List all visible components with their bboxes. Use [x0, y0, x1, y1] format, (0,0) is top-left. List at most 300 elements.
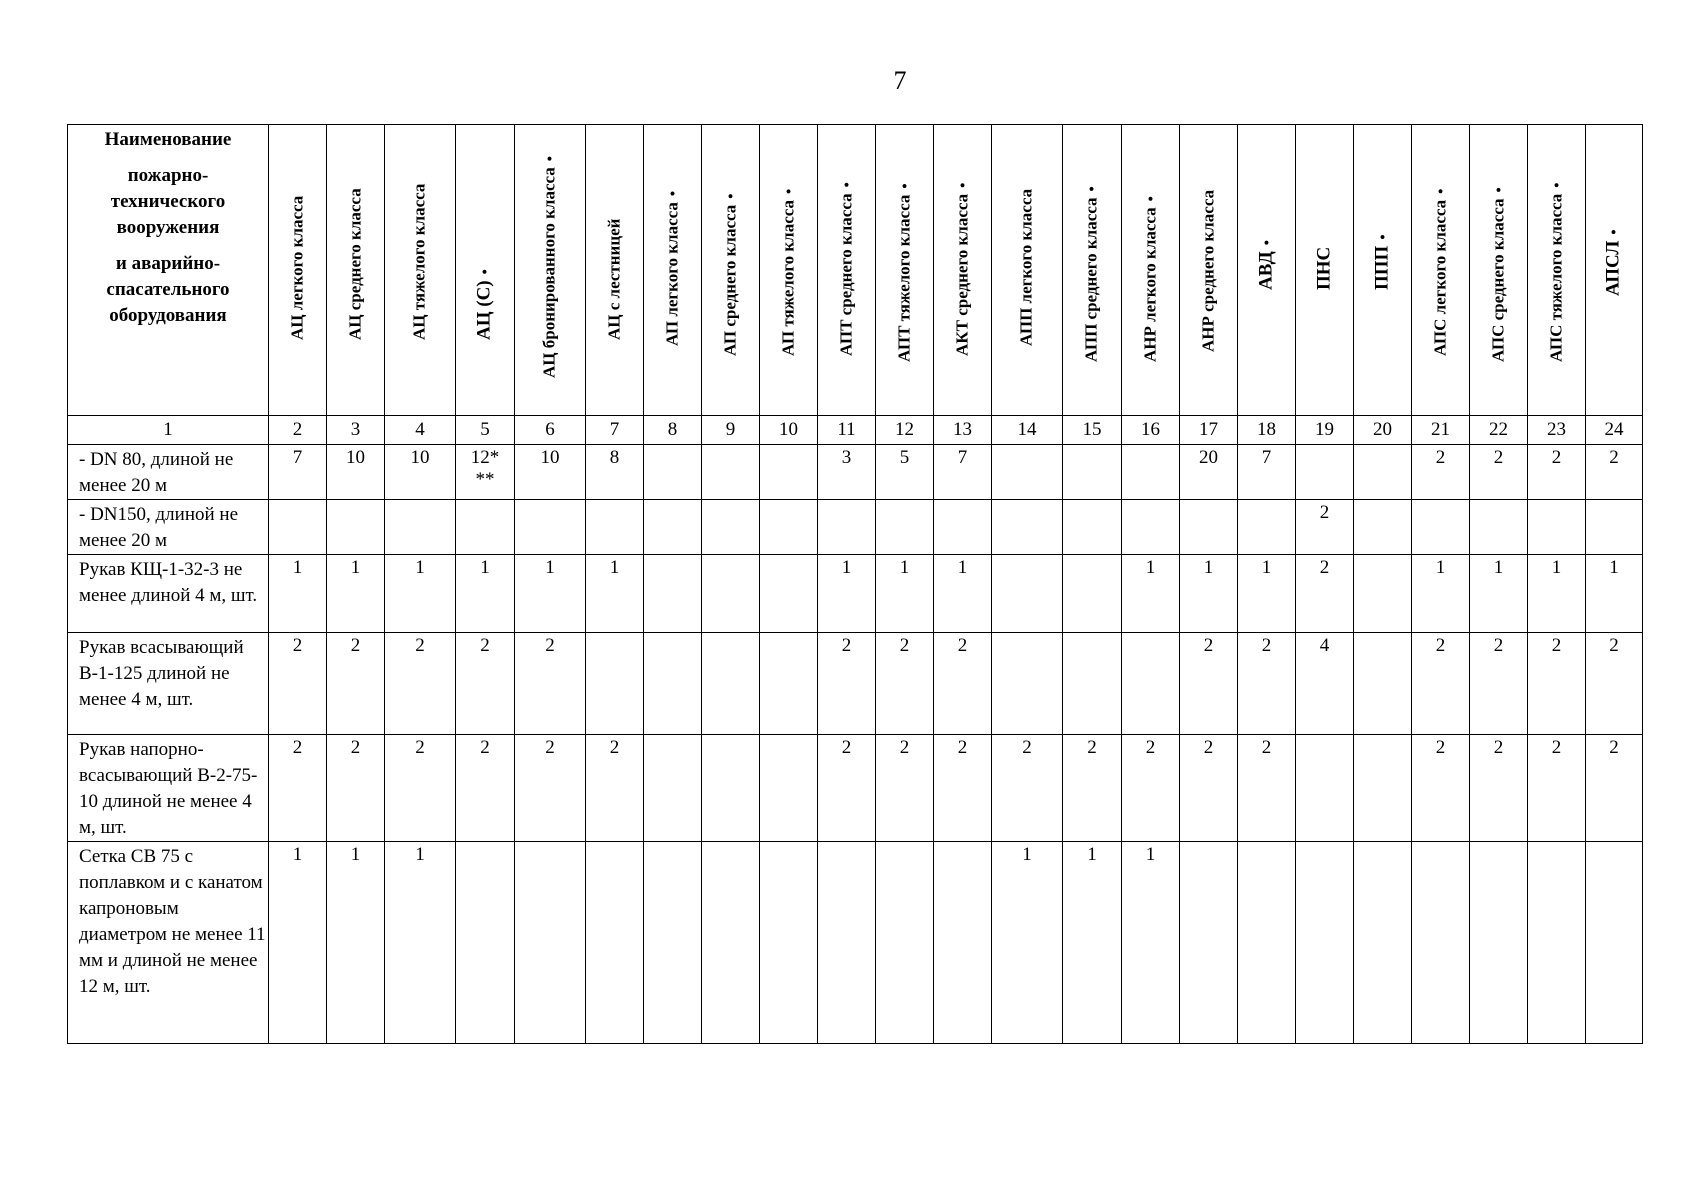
bullet-marker: • — [1491, 187, 1507, 193]
cell-value: 1 — [1145, 557, 1156, 578]
column-number: 21 — [1412, 416, 1470, 445]
column-number: 7 — [586, 416, 644, 445]
header-line: Наименование — [104, 129, 232, 150]
page-number: 7 — [893, 66, 907, 95]
table-cell — [1528, 842, 1586, 1044]
table-row — [68, 633, 1643, 735]
cell-value: 2 — [1022, 737, 1032, 758]
cell-value: 12* — [470, 447, 500, 468]
cell-value: 2 — [1435, 635, 1446, 656]
column-header — [702, 125, 760, 416]
table-cell — [515, 500, 586, 555]
table-cell — [1296, 842, 1354, 1044]
column-header — [1354, 125, 1412, 416]
cell-value: 2 — [841, 635, 852, 656]
table-cell — [327, 555, 385, 633]
cell-value: 2 — [415, 635, 425, 656]
table-cell — [1238, 500, 1296, 555]
table-cell — [934, 842, 992, 1044]
cell-value: 1 — [1145, 844, 1156, 865]
header-line: технического — [110, 191, 226, 212]
column-header — [644, 125, 702, 416]
bullet-marker: • — [1549, 182, 1565, 188]
cell-value: 1 — [415, 557, 425, 578]
header-line: вооружения — [116, 217, 220, 238]
row-name: Рукав КЩ-1-32-3 не менее длиной 4 м, шт. — [68, 555, 269, 633]
column-label: АПП легкого класса — [1016, 188, 1036, 346]
table-cell — [1238, 842, 1296, 1044]
table-cell — [934, 735, 992, 842]
table-cell — [1470, 735, 1528, 842]
column-header — [1063, 125, 1122, 416]
cell-value: 1 — [415, 844, 425, 865]
table-cell — [644, 445, 702, 500]
column-label: АПП среднего класса — [1081, 197, 1101, 362]
table-cell — [456, 842, 515, 1044]
bullet-marker: • — [477, 269, 494, 275]
column-header — [456, 125, 515, 416]
table-cell — [1063, 555, 1122, 633]
cell-value: 1 — [350, 557, 361, 578]
table-cell — [818, 735, 876, 842]
table-cell — [1586, 735, 1643, 842]
column-label: АПС среднего класса — [1488, 198, 1507, 362]
row-name: Сетка СВ 75 с поплавком и с канатом капроновым диаметром не менее 11 мм и длиной не менее 12 м, шт. — [68, 842, 269, 1044]
column-number: 15 — [1063, 416, 1122, 445]
cell-value: 2 — [545, 737, 555, 758]
column-header — [1238, 125, 1296, 416]
table-cell — [327, 842, 385, 1044]
cell-value: 1 — [292, 557, 303, 578]
table-cell — [1296, 633, 1354, 735]
cell-value: 2 — [957, 635, 968, 656]
cell-value: 2 — [1493, 737, 1504, 758]
table-cell — [876, 555, 934, 633]
bullet-marker: • — [665, 190, 681, 197]
table-cell — [1412, 842, 1470, 1044]
table-cell — [515, 842, 586, 1044]
table-cell — [515, 633, 586, 735]
cell-value: 1 — [1203, 557, 1214, 578]
table-cell — [818, 842, 876, 1044]
table-cell — [1354, 555, 1412, 633]
table-cell — [1063, 842, 1122, 1044]
table-cell — [1354, 500, 1412, 555]
table-cell — [1412, 735, 1470, 842]
column-label: АПС легкого класса — [1430, 199, 1449, 356]
cell-value: 1 — [292, 844, 303, 865]
table-cell — [1528, 735, 1586, 842]
table-cell — [1586, 500, 1643, 555]
table-cell — [586, 633, 644, 735]
table-cell — [702, 555, 760, 633]
column-header — [1470, 125, 1528, 416]
column-header — [992, 125, 1063, 416]
column-label: АЦ с лестницей — [604, 218, 623, 340]
table-cell — [385, 555, 456, 633]
table-cell — [1412, 633, 1470, 735]
column-number-row — [68, 416, 1643, 445]
table-row — [68, 500, 1643, 555]
cell-value: 1 — [957, 557, 968, 578]
column-label: АЦ тяжелого класса — [409, 183, 429, 340]
cell-value: 2 — [957, 737, 968, 758]
table-cell — [327, 633, 385, 735]
column-label: АП среднего класса — [720, 204, 739, 356]
cell-value: 10 — [540, 447, 560, 468]
table-cell — [1238, 735, 1296, 842]
column-number: 3 — [327, 416, 385, 445]
header-line: оборудования — [109, 305, 227, 326]
cell-value: 2 — [1435, 737, 1446, 758]
column-label: АНР среднего класса — [1198, 189, 1217, 352]
cell-value: 2 — [1261, 635, 1272, 656]
table-cell — [702, 842, 760, 1044]
cell-value: 2 — [480, 635, 490, 656]
column-number: 4 — [385, 416, 456, 445]
table-cell — [1238, 633, 1296, 735]
table-cell — [1238, 445, 1296, 500]
table-cell — [456, 735, 515, 842]
column-label: АП тяжелого класса — [778, 199, 797, 356]
row-name: Рукав напорно-всасывающий В-2-75-10 длиной не менее 4 м, шт. — [68, 735, 269, 842]
bullet-marker: • — [723, 193, 739, 199]
bullet-marker: • — [1084, 186, 1101, 192]
cell-value: 20 — [1199, 447, 1218, 468]
column-label: АЦ среднего класса — [345, 188, 364, 340]
table-cell — [1470, 445, 1528, 500]
table-cell — [1180, 633, 1238, 735]
table-cell — [1063, 735, 1122, 842]
column-header — [1412, 125, 1470, 416]
table-cell — [1412, 555, 1470, 633]
table-cell — [1470, 842, 1528, 1044]
table-cell — [702, 735, 760, 842]
table-cell — [760, 500, 818, 555]
table-cell — [515, 735, 586, 842]
column-number: 1 — [68, 416, 269, 445]
table-cell — [269, 842, 327, 1044]
column-number: 11 — [818, 416, 876, 445]
cell-value: 2 — [350, 635, 361, 656]
table-cell — [269, 500, 327, 555]
column-header — [327, 125, 385, 416]
table-cell — [934, 500, 992, 555]
column-header — [1528, 125, 1586, 416]
column-number: 16 — [1122, 416, 1180, 445]
table-cell — [1180, 842, 1238, 1044]
table-cell — [1180, 445, 1238, 500]
cell-value: 7 — [292, 447, 303, 468]
cell-value: 2 — [1203, 737, 1214, 758]
cell-value: 2 — [1609, 447, 1619, 468]
table-cell — [1122, 445, 1180, 500]
table-cell — [702, 633, 760, 735]
cell-value: 2 — [292, 635, 303, 656]
cell-value: 2 — [1493, 447, 1504, 468]
table-cell — [1470, 633, 1528, 735]
header-line: спасательного — [106, 279, 230, 300]
column-header — [1180, 125, 1238, 416]
cell-value: 1 — [899, 557, 910, 578]
table-cell — [456, 555, 515, 633]
column-number: 2 — [269, 416, 327, 445]
table-cell — [818, 500, 876, 555]
table-cell — [876, 445, 934, 500]
table-cell — [456, 445, 515, 500]
table-cell — [818, 555, 876, 633]
column-label: АПТ среднего класса — [836, 193, 855, 356]
column-number: 14 — [992, 416, 1063, 445]
cell-value: 1 — [1087, 844, 1097, 865]
table-cell — [992, 633, 1063, 735]
cell-value: 2 — [609, 737, 620, 758]
bullet-marker: • — [1259, 239, 1275, 246]
cell-value: 10 — [346, 447, 365, 468]
cell-value: 1 — [480, 557, 490, 578]
table-cell — [586, 500, 644, 555]
cell-value: 2 — [899, 737, 910, 758]
cell-value: 5 — [899, 447, 910, 468]
column-number: 20 — [1354, 416, 1412, 445]
table-cell — [1412, 500, 1470, 555]
cell-value: 2 — [1145, 737, 1156, 758]
table-cell — [456, 633, 515, 735]
table-cell — [1586, 445, 1643, 500]
table-cell — [269, 633, 327, 735]
column-label: АВД — [1255, 251, 1276, 290]
table-cell — [515, 445, 586, 500]
table-cell — [702, 500, 760, 555]
column-header — [1296, 125, 1354, 416]
row-name: Рукав всасывающий В-1-125 длиной не менее 4 м, шт. — [68, 633, 269, 735]
cell-footnote: ** — [475, 469, 495, 490]
header-line: пожарно- — [127, 165, 209, 186]
cell-value: 1 — [1493, 557, 1504, 578]
cell-value: 2 — [415, 737, 425, 758]
table-cell — [269, 445, 327, 500]
table-cell — [385, 445, 456, 500]
table-cell — [644, 555, 702, 633]
table-cell — [1354, 633, 1412, 735]
table-cell — [586, 555, 644, 633]
bullet-marker: • — [1606, 229, 1623, 235]
equipment-table — [67, 124, 1643, 1044]
table-cell — [1063, 633, 1122, 735]
table-cell — [327, 735, 385, 842]
cell-value: 7 — [957, 447, 968, 468]
table-cell — [586, 842, 644, 1044]
cell-value: 2 — [1087, 737, 1097, 758]
column-header — [1586, 125, 1643, 416]
table-cell — [1528, 555, 1586, 633]
table-cell — [385, 842, 456, 1044]
column-header — [269, 125, 327, 416]
cell-value: 1 — [841, 557, 852, 578]
table-cell — [586, 735, 644, 842]
table-cell — [760, 735, 818, 842]
cell-value: 2 — [1609, 737, 1619, 758]
bullet-marker: • — [1143, 196, 1159, 202]
column-number: 17 — [1180, 416, 1238, 445]
column-label: АНР легкого класса — [1140, 207, 1159, 362]
table-cell — [818, 633, 876, 735]
cell-value: 2 — [1203, 635, 1214, 656]
table-cell — [1238, 555, 1296, 633]
table-cell — [1354, 735, 1412, 842]
cell-value: 2 — [1319, 502, 1330, 523]
table-cell — [1180, 555, 1238, 633]
cell-value: 3 — [841, 447, 852, 468]
cell-value: 2 — [1551, 635, 1562, 656]
column-label: ППП — [1371, 245, 1392, 290]
column-label: АЦ (С) — [473, 280, 495, 340]
cell-value: 1 — [1435, 557, 1446, 578]
column-number: 12 — [876, 416, 934, 445]
table-cell — [269, 555, 327, 633]
column-header — [1122, 125, 1180, 416]
row-name: - DN 80, длиной не менее 20 м — [68, 445, 269, 500]
column-number: 13 — [934, 416, 992, 445]
table-cell — [644, 735, 702, 842]
table-cell — [992, 445, 1063, 500]
cell-value: 2 — [1435, 447, 1446, 468]
column-number: 6 — [515, 416, 586, 445]
cell-value: 2 — [841, 737, 852, 758]
row-name: - DN150, длиной не менее 20 м — [68, 500, 269, 555]
cell-value: 2 — [1319, 557, 1330, 578]
cell-value: 10 — [410, 447, 430, 468]
table-cell — [1586, 633, 1643, 735]
table-cell — [934, 445, 992, 500]
cell-value: 2 — [480, 737, 490, 758]
header-line: и аварийно- — [115, 253, 221, 274]
bullet-marker: • — [542, 155, 559, 162]
table-cell — [385, 633, 456, 735]
table-cell — [934, 633, 992, 735]
table-cell — [1180, 735, 1238, 842]
table-row — [68, 555, 1643, 633]
bullet-marker: • — [839, 182, 855, 188]
column-label: АПТ тяжелого класса — [894, 194, 913, 362]
table-cell — [327, 500, 385, 555]
cell-value: 2 — [1493, 635, 1504, 656]
table-cell — [1470, 555, 1528, 633]
table-cell — [644, 842, 702, 1044]
cell-value: 1 — [350, 844, 361, 865]
table-cell — [1296, 445, 1354, 500]
column-header — [876, 125, 934, 416]
column-number: 5 — [456, 416, 515, 445]
table-cell — [586, 445, 644, 500]
table-row — [68, 445, 1643, 500]
bullet-marker: • — [897, 183, 913, 189]
table-cell — [992, 842, 1063, 1044]
column-header — [818, 125, 876, 416]
column-number: 9 — [702, 416, 760, 445]
table-cell — [456, 500, 515, 555]
cell-value: 1 — [1022, 844, 1032, 865]
cell-value: 2 — [1551, 447, 1562, 468]
column-label: АЦ бронированного класса — [539, 167, 559, 378]
table-cell — [1586, 842, 1643, 1044]
table-cell — [1470, 500, 1528, 555]
table-cell — [1354, 445, 1412, 500]
table-cell — [327, 445, 385, 500]
table-cell — [876, 633, 934, 735]
column-header — [586, 125, 644, 416]
table-cell — [1412, 445, 1470, 500]
column-label: АПС тяжелого класса — [1546, 193, 1565, 362]
table-cell — [1180, 500, 1238, 555]
bullet-marker: • — [1433, 188, 1449, 194]
cell-value: 2 — [1609, 635, 1619, 656]
column-label: АПСЛ — [1602, 240, 1624, 296]
cell-value: 8 — [609, 447, 620, 468]
cell-value: 2 — [292, 737, 303, 758]
table-cell — [385, 735, 456, 842]
column-number: 8 — [644, 416, 702, 445]
table-cell — [1296, 735, 1354, 842]
column-number: 19 — [1296, 416, 1354, 445]
cell-value: 2 — [1261, 737, 1272, 758]
column-label: АКТ среднего класса — [952, 193, 971, 356]
table-cell — [876, 735, 934, 842]
column-header — [515, 125, 586, 416]
cell-value: 2 — [899, 635, 910, 656]
table-cell — [760, 445, 818, 500]
bullet-marker: • — [955, 182, 971, 188]
table-cell — [385, 500, 456, 555]
column-number: 18 — [1238, 416, 1296, 445]
bullet-marker: • — [781, 188, 797, 194]
cell-value: 2 — [350, 737, 361, 758]
table-row — [68, 842, 1643, 1044]
table-cell — [1296, 555, 1354, 633]
table-cell — [1586, 555, 1643, 633]
cell-value: 1 — [609, 557, 620, 578]
table-cell — [1122, 633, 1180, 735]
table-cell — [760, 842, 818, 1044]
table-row — [68, 735, 1643, 842]
table-cell — [515, 555, 586, 633]
table-cell — [992, 500, 1063, 555]
table-cell — [1296, 500, 1354, 555]
table-cell — [934, 555, 992, 633]
cell-value: 1 — [545, 557, 555, 578]
cell-value: 2 — [1551, 737, 1562, 758]
table-cell — [876, 500, 934, 555]
table-cell — [818, 445, 876, 500]
table-cell — [992, 555, 1063, 633]
table-body — [68, 445, 1643, 1044]
table-cell — [1063, 500, 1122, 555]
table-cell — [992, 735, 1063, 842]
table-cell — [760, 633, 818, 735]
name-column-header — [68, 125, 269, 416]
cell-value: 4 — [1319, 635, 1330, 656]
table-cell — [1122, 500, 1180, 555]
cell-value: 2 — [545, 635, 555, 656]
table-cell — [644, 500, 702, 555]
column-number: 22 — [1470, 416, 1528, 445]
column-number: 24 — [1586, 416, 1643, 445]
column-header — [385, 125, 456, 416]
column-number: 10 — [760, 416, 818, 445]
column-label: ПНС — [1313, 246, 1334, 290]
cell-value: 1 — [1609, 557, 1619, 578]
column-header — [934, 125, 992, 416]
